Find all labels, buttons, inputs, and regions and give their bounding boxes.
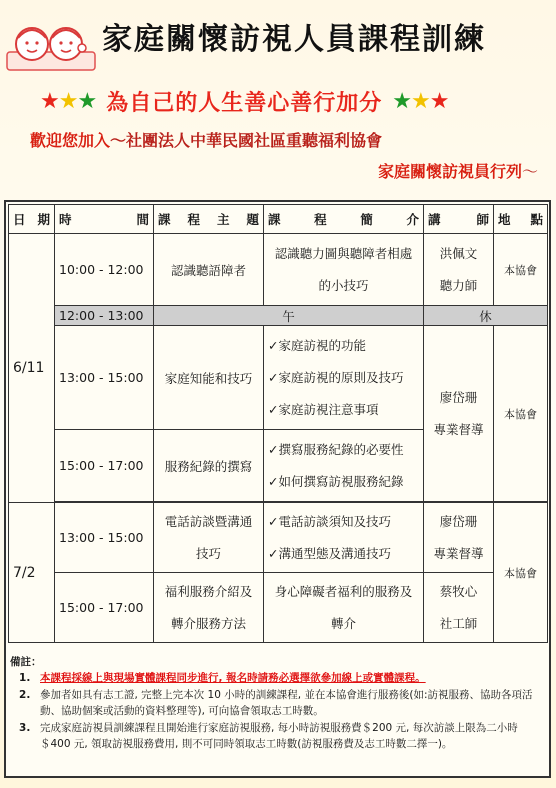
lecturer-cell: 廖岱珊 專業督導 [424,503,494,573]
time-cell: 13:00 - 15:00 [55,326,154,430]
lecturer-cell: 洪佩文 聽力師 [424,234,494,306]
welcome-line [30,128,382,151]
notes-label: 備註： [10,656,42,668]
header-lecturer: 講 師 [424,205,494,234]
header-topic: 課 程 主 題 [154,205,264,234]
schedule-frame [4,200,551,778]
welcome-org: ～社團法人中華民國社區重聽福利協會 [110,131,383,150]
topic-cell: 電話訪談暨溝通 技巧 [154,503,264,573]
table-header-row [9,205,548,234]
time-cell: 15:00 - 17:00 [55,573,154,643]
location-cell: 本協會 [494,326,548,502]
table-row [9,326,548,430]
header-date: 日 期 [9,205,55,234]
header [0,0,556,190]
time-cell: 15:00 - 17:00 [55,430,154,502]
date-cell: 7/2 [9,503,55,643]
summary-cell: ✓ 電話訪談須知及技巧 ✓ 溝通型態及溝通技巧 [264,503,424,573]
note-item: 2. 參加者如具有志工證, 完整上完本次 10 小時的訓練課程, 並在本協會進行服務後(如:訪視服務、協助各項活動、協助個案或活動的資料整理等), 可向協會領取志工時數。 [34,687,545,719]
welcome-role-line [378,159,538,182]
time-cell: 13:00 - 15:00 [55,503,154,573]
time-cell: 10:00 - 12:00 [55,234,154,306]
header-location: 地 點 [494,205,548,234]
summary-cell: 身心障礙者福利的服務及 轉介 [264,573,424,643]
stars-left: ★★★ [40,88,97,114]
table-row [9,234,548,306]
schedule-table [8,204,548,643]
people-logo-icon [6,22,96,72]
lunch-label-a: 午 [154,306,424,326]
date-cell: 6/11 [9,234,55,503]
lunch-row [9,306,548,326]
lecturer-cell: 廖岱珊 專業督導 [424,326,494,502]
header-time: 時 間 [55,205,154,234]
topic-cell: 服務紀錄的撰寫 [154,430,264,502]
slogan-row [40,86,448,117]
topic-cell: 福利服務介紹及 轉介服務方法 [154,573,264,643]
summary-cell: ✓ 撰寫服務紀錄的必要性 ✓ 如何撰寫訪視服務紀錄 [264,430,424,502]
summary-cell: 認識聽力圖與聽障者相處 的小技巧 [264,234,424,306]
notes-list [10,670,545,752]
header-summary: 課 程 簡 介 [264,205,424,234]
location-cell: 本協會 [494,503,548,643]
summary-cell: ✓ 家庭訪視的功能 ✓ 家庭訪視的原則及技巧 ✓ 家庭訪視注意事項 [264,326,424,430]
table-row [9,573,548,643]
page-title: 家庭關懷訪視人員課程訓練 [102,22,486,57]
welcome-role: 家庭關懷訪視員行列 [377,162,522,181]
notes [10,654,545,753]
time-cell: 12:00 - 13:00 [55,306,154,326]
note-item: 3. 完成家庭訪視員訓練課程且開始進行家庭訪視服務, 每小時訪視服務費＄200 元, 每次訪談上限為二小時＄400 元, 領取訪視服務費用, 則不可同時領取志工時數(訪視服務費及志工時數二擇一)。 [34,720,545,752]
topic-cell: 認識聽語障者 [154,234,264,306]
welcome-prefix: 歡迎您加入 [30,131,111,150]
stars-right: ★★★ [392,88,449,114]
note-item: 1. 本課程採線上與現場實體課程同步進行, 報名時請務必選擇欲參加線上或實體課程。 [34,670,545,686]
lecturer-cell: 蔡牧心 社工師 [424,573,494,643]
topic-cell: 家庭知能和技巧 [154,326,264,430]
table-row [9,503,548,573]
welcome-tail: ～ [521,162,538,181]
location-cell: 本協會 [494,234,548,306]
slogan: 為自己的人生善心善行加分 [106,91,383,116]
lunch-label-b: 休 [424,306,548,326]
